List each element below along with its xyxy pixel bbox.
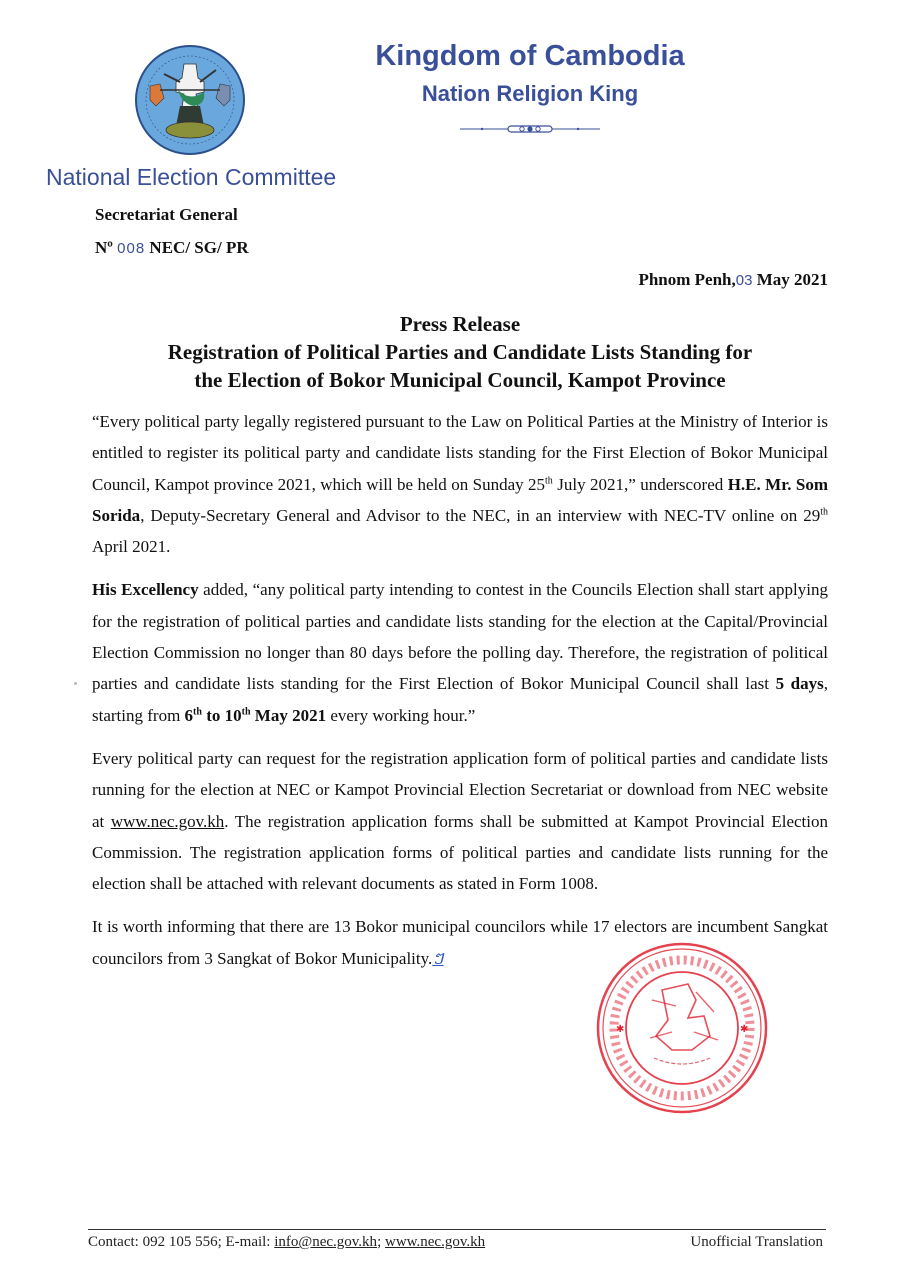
- title-line-1: Registration of Political Parties and Candidate Lists Standing for: [167, 340, 753, 364]
- text: April 2021.: [92, 537, 171, 557]
- text: July 2021,” underscored: [552, 474, 728, 494]
- translation-note: Unofficial Translation: [690, 1234, 823, 1250]
- text: , starting from: [92, 674, 828, 725]
- reference-number: [95, 238, 249, 258]
- email-link[interactable]: info@nec.gov.kh: [274, 1234, 378, 1250]
- svg-text:✱: ✱: [740, 1024, 749, 1035]
- superscript: th: [545, 474, 553, 486]
- superscript: th: [193, 706, 202, 718]
- text: 6: [184, 705, 194, 725]
- text: , Deputy-Secretary General and Advisor to the NEC, in an interview with NEC-TV online on 29: [140, 505, 821, 525]
- document-title: [80, 310, 840, 394]
- paragraph-3: [92, 743, 828, 899]
- superscript: th: [820, 506, 828, 518]
- superscript: th: [241, 706, 251, 718]
- nec-logo: [134, 44, 246, 156]
- text: to 10: [201, 705, 242, 725]
- contact-label: Contact: 092 105 556; E-mail:: [88, 1234, 275, 1250]
- website-link[interactable]: www.nec.gov.kh: [110, 811, 225, 831]
- separator: ;: [377, 1234, 385, 1250]
- footer-divider: [88, 1229, 826, 1230]
- text: “Every political party legally registered pursuant to the Law on Political Parties at the Ministry of Interior is entitled to register its political party and candidate lists standing for the First Election of Bokor Municipal Council, Kampot province 2021, which will be held on Sunday 25: [92, 412, 828, 494]
- seal-stamp-icon: [592, 940, 772, 1115]
- document-type: Press Release: [399, 312, 521, 336]
- reference-prefix: Nº: [95, 238, 113, 257]
- dateline-day: 03: [735, 272, 753, 289]
- dateline: [638, 270, 828, 290]
- text: every working hour.”: [326, 705, 476, 725]
- svg-text:✱: ✱: [616, 1024, 625, 1035]
- ornament-divider-icon: [460, 122, 600, 136]
- text: added, “any political party intending to contest in the Councils Election shall start applying for the registration of political parties and candidate lists standing for the election at the Capital/Provincial Election Commission no longer than 80 days before the polling day. Therefore, the registration of political parties and candidate lists standing for the First Election of Bokor Municipal Council shall last: [92, 580, 828, 694]
- nec-emblem-icon: [134, 44, 246, 156]
- national-motto: Nation Religion King: [421, 81, 639, 106]
- footer-website-link[interactable]: www.nec.gov.kh: [384, 1234, 486, 1250]
- dateline-month-year: May 2021: [756, 270, 828, 289]
- text: May 2021: [250, 705, 327, 725]
- text: . The registration application forms shall be submitted at Kampot Provincial Election Commission. The registration application forms of political parties and candidate lists running for the election shall be attached with relevant documents as stated in Form 1008.: [92, 811, 828, 894]
- country-heading: Kingdom of Cambodia: [375, 40, 685, 72]
- paragraph-1: [92, 406, 828, 562]
- paragraph-2: [92, 574, 828, 730]
- scan-speck: [74, 682, 77, 685]
- reference-suffix: NEC/ SG/ PR: [149, 238, 249, 257]
- text: It is worth informing that there are 13 Bokor municipal councilors while 17 electors are incumbent Sangkat councilors from 3 Sangkat of Bokor Municipality.: [92, 917, 828, 968]
- footer-contact: [88, 1234, 485, 1251]
- reference-handwritten-number: 008: [117, 240, 146, 257]
- title-line-2: the Election of Bokor Municipal Council, Kampot Province: [194, 368, 726, 392]
- official-name: H.E. Mr. Som Sorida: [92, 474, 828, 525]
- bold-lead: His Excellency: [92, 580, 199, 600]
- official-seal: [592, 940, 772, 1115]
- document-body: [92, 406, 828, 986]
- organization-name: National Election Committee: [46, 164, 337, 190]
- department-name: Secretariat General: [95, 205, 238, 224]
- duration: 5 days: [775, 674, 824, 694]
- dateline-place: Phnom Penh,: [638, 270, 736, 289]
- text: Every political party can request for the registration application form of political parties and candidate lists running for the election at NEC or Kampot Provincial Election Secretariat or download from NEC website at: [92, 748, 828, 831]
- date-range: [185, 706, 327, 725]
- handwritten-initial: ៗ: [432, 948, 444, 968]
